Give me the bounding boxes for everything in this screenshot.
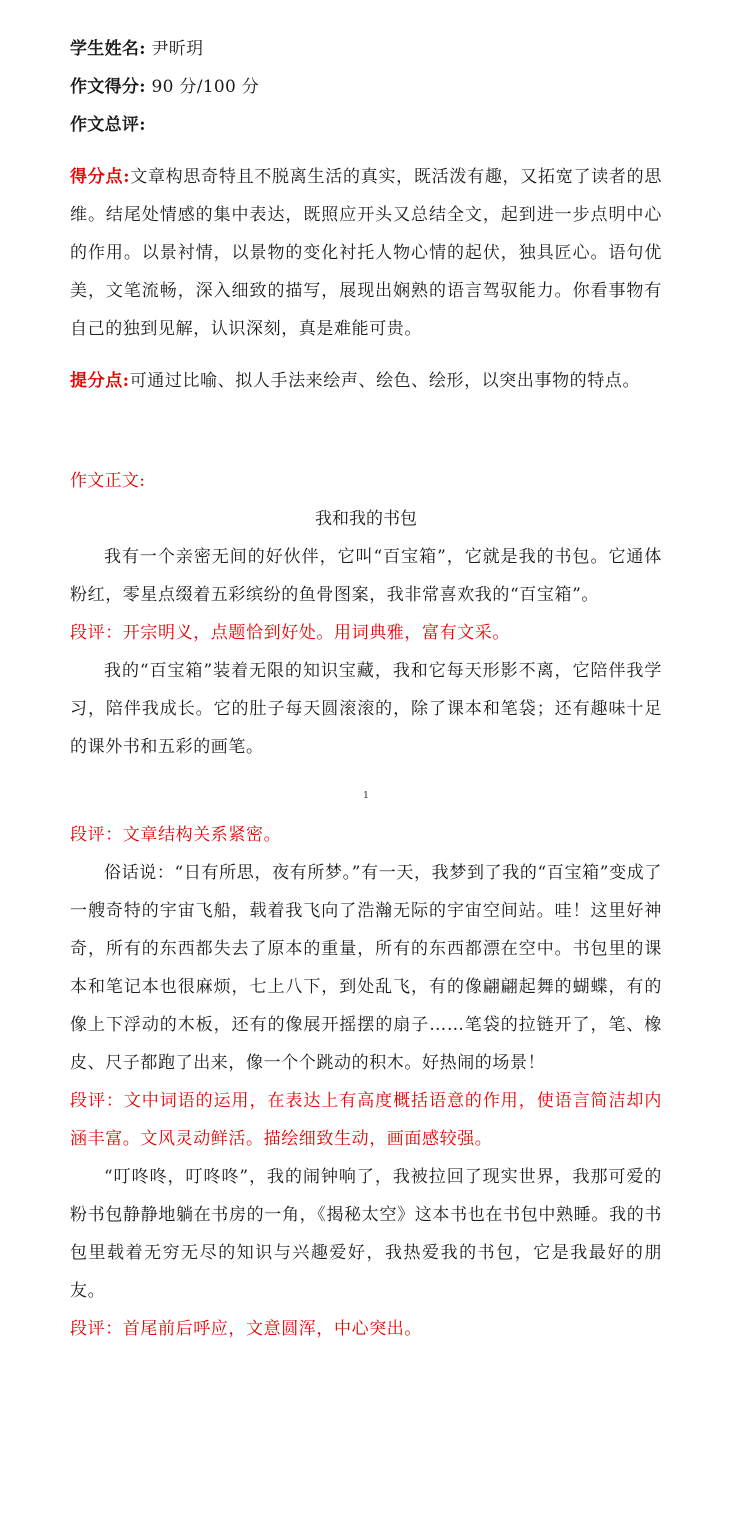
strengths-paragraph: [70, 158, 662, 348]
student-name-value: 尹昕玥: [151, 39, 204, 59]
score-label: 作文得分:: [70, 77, 146, 97]
essay-paragraph-3: 俗话说：“日有所思，夜有所梦。”有一天，我梦到了我的“百宝箱”变成了一艘奇特的宇宙飞船，载着我飞向了浩瀚无际的宇宙空间站。哇！这里好神奇，所有的东西都失去了原本的重量，所有的东西都漂在空中。书包里的课本和笔记本也很麻烦，七上八下，到处乱飞，有的像翩翩起舞的蝴蝶，有的像上下浮动的木板，还有的像展开摇摆的扇子……笔袋的拉链开了，笔、橡皮、尺子都跑了出来，像一个个跳动的积木。好热闹的场景！: [70, 863, 662, 1073]
spacer: [70, 400, 662, 462]
spacer: [70, 144, 662, 158]
student-name-line: [70, 30, 662, 68]
improve-label: 提分点:: [70, 371, 130, 391]
student-name-label: 学生姓名:: [70, 39, 146, 59]
score-line: [70, 68, 662, 106]
review-heading: 作文总评:: [70, 115, 146, 135]
spacer: [70, 348, 662, 362]
paragraph-comment-2: 段评：文章结构关系紧密。: [70, 825, 282, 845]
review-heading-line: [70, 106, 662, 144]
essay-section-heading: 作文正文:: [70, 471, 146, 491]
paragraph-comment-4: 段评：首尾前后呼应，文意圆浑，中心突出。: [70, 1319, 422, 1339]
document-page: [70, 30, 662, 1348]
improve-paragraph: [70, 362, 662, 400]
essay-paragraph-1: 我有一个亲密无间的好伙伴，它叫“百宝箱”，它就是我的书包。它通体粉红，零星点缀着五彩缤纷的鱼骨图案，我非常喜欢我的“百宝箱”。: [70, 547, 662, 605]
paragraph-comment-3: 段评：文中词语的运用，在表达上有高度概括语意的作用，使语言简洁却内涵丰富。文风灵动鲜活。描绘细致生动，画面感较强。: [70, 1091, 662, 1149]
strengths-label: 得分点:: [70, 167, 131, 187]
score-value: 90 分/100 分: [151, 77, 260, 97]
page-number: 1: [363, 791, 369, 801]
strengths-text: 文章构思奇特且不脱离生活的真实，既活泼有趣，又拓宽了读者的思维。结尾处情感的集中表达，既照应开头又总结全文，起到进一步点明中心的作用。以景衬情，以景物的变化衬托人物心情的起伏，独具匠心。语句优美，文笔流畅，深入细致的描写，展现出娴熟的语言驾驭能力。你看事物有自己的独到见解，认识深刻，真是难能可贵。: [70, 167, 662, 339]
essay-paragraph-2: 我的“百宝箱”装着无限的知识宝藏，我和它每天形影不离，它陪伴我学习，陪伴我成长。它的肚子每天圆滚滚的，除了课本和笔袋；还有趣味十足的课外书和五彩的画笔。: [70, 661, 662, 757]
improve-text: 可通过比喻、拟人手法来绘声、绘色、绘形，以突出事物的特点。: [129, 371, 641, 391]
essay-title: 我和我的书包: [315, 509, 417, 529]
essay-paragraph-4: “叮咚咚，叮咚咚”，我的闹钟响了，我被拉回了现实世界，我那可爱的粉书包静静地躺在书房的一角，《揭秘太空》这本书也在书包中熟睡。我的书包里载着无穷无尽的知识与兴趣爱好，我热爱我的书包，它是我最好的朋友。: [70, 1167, 662, 1301]
paragraph-comment-1: 段评：开宗明义，点题恰到好处。用词典雅，富有文采。: [70, 623, 510, 643]
